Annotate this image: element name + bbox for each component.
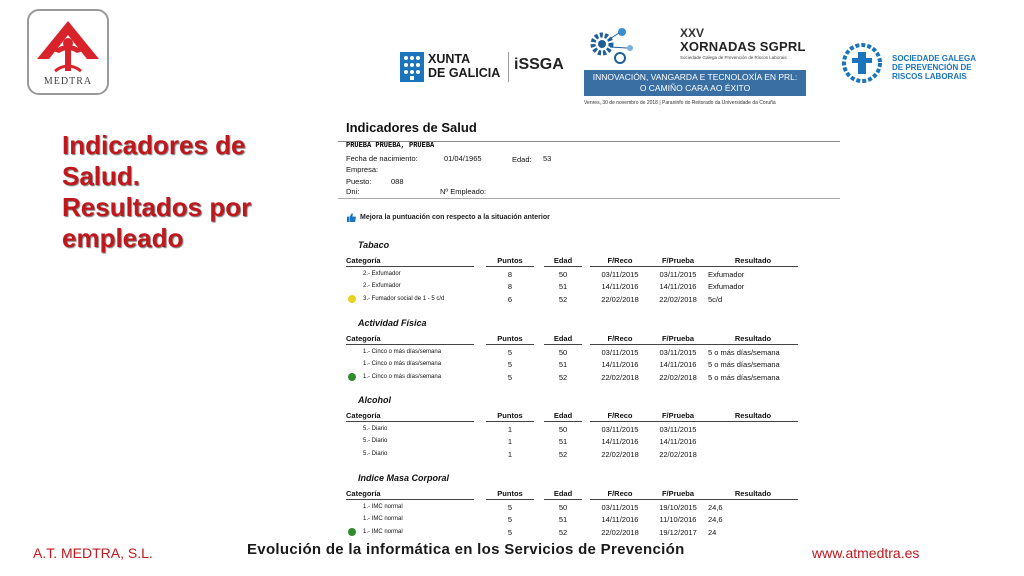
- gear-icon: [586, 22, 636, 68]
- document-title: Indicadores de Salud: [346, 120, 477, 135]
- column-header-resultado: Resultado: [708, 255, 798, 267]
- footer-caption: Evolución de la informática en los Servicios de Prevención: [247, 541, 685, 558]
- category-cell: 1.- IMC normal: [363, 528, 403, 535]
- fprueba-cell: 14/11/2016: [659, 360, 697, 370]
- category-cell: 5.- Diario: [363, 426, 388, 432]
- fprueba-cell: 14/11/2016: [659, 282, 697, 292]
- xornadas-date: Venres, 30 de novembro de 2018 | Paraninfo do Reitorado da Universidade da Coruña: [584, 100, 776, 106]
- column-header-fprueba: F/Prueba: [648, 410, 708, 422]
- fprueba-cell: 03/11/2015: [659, 270, 697, 279]
- slide-title: [62, 130, 322, 254]
- birthdate-label: Fecha de nacimiento:: [346, 154, 418, 163]
- puntos-cell: 1: [507, 425, 513, 434]
- xunta-issga-logo: [400, 50, 565, 84]
- column-header-category: Categoría: [346, 410, 474, 422]
- column-header-freco: F/Reco: [590, 255, 650, 267]
- category-cell: 5.- Diario: [363, 438, 388, 445]
- xornadas-subtitle: Sociedade Galega de Prevención de Riscos Laborais: [680, 55, 787, 60]
- column-header-fprueba: F/Prueba: [648, 333, 708, 345]
- xunta-line: XUNTA: [428, 52, 471, 66]
- column-header-edad: Edad: [544, 410, 582, 422]
- xornadas-motto: [584, 70, 806, 96]
- company-label: Empresa:: [346, 165, 379, 174]
- position-label: Puesto:: [346, 177, 372, 186]
- edad-cell: 50: [558, 425, 568, 434]
- xornadas-edition: XXV: [680, 26, 705, 40]
- xornadas-title: XORNADAS SGPRL: [680, 39, 806, 54]
- edad-cell: 51: [558, 437, 568, 447]
- column-header-category: Categoría: [346, 488, 474, 500]
- freco-cell: 14/11/2016: [601, 360, 639, 370]
- freco-cell: 22/02/2018: [601, 372, 639, 382]
- column-header-resultado: Resultado: [708, 488, 798, 500]
- divider: [338, 198, 840, 199]
- slide-title-line: empleado: [62, 223, 184, 253]
- slide-title-line: Indicadores de: [62, 130, 246, 160]
- edad-cell: 52: [558, 294, 568, 304]
- puntos-cell: 1: [507, 449, 513, 459]
- fprueba-cell: 22/02/2018: [659, 294, 697, 304]
- freco-cell: 03/11/2015: [601, 348, 639, 357]
- edad-cell: 52: [558, 372, 568, 382]
- resultado-cell: 24: [708, 527, 717, 537]
- category-cell: 1.- Cinco o más días/semana: [363, 373, 442, 380]
- medtra-logo: [27, 9, 109, 95]
- fprueba-cell: 22/02/2018: [659, 449, 697, 459]
- edad-cell: 52: [558, 527, 568, 537]
- category-cell: 1.- Cinco o más días/semana: [363, 349, 442, 355]
- fprueba-cell: 11/10/2016: [659, 515, 697, 525]
- divider: [508, 52, 509, 82]
- column-header-puntos: Puntos: [486, 410, 534, 422]
- resultado-cell: Exfumador: [708, 270, 745, 279]
- puntos-cell: 5: [507, 527, 513, 537]
- age-label: Edad:: [512, 155, 532, 164]
- freco-cell: 22/02/2018: [601, 449, 639, 459]
- resultado-cell: 24,6: [708, 503, 723, 512]
- dni-label: Dni:: [346, 187, 360, 196]
- birthdate-value: 01/04/1965: [444, 154, 482, 163]
- edad-cell: 50: [558, 503, 568, 512]
- column-header-category: Categoría: [346, 333, 474, 345]
- category-cell: 1.- IMC normal: [363, 504, 403, 510]
- fprueba-cell: 03/11/2015: [659, 348, 697, 357]
- thumbs-up-icon: [347, 213, 356, 222]
- puntos-cell: 5: [507, 348, 513, 357]
- xornadas-banner: [584, 18, 806, 112]
- freco-cell: 14/11/2016: [601, 282, 639, 292]
- edad-cell: 50: [558, 348, 568, 357]
- edad-cell: 52: [558, 449, 568, 459]
- puntos-cell: 8: [507, 270, 513, 279]
- category-cell: 1.- Cinco o más días/semana: [363, 361, 442, 368]
- column-header-edad: Edad: [544, 488, 582, 500]
- section-title: Actividad Física: [358, 318, 427, 328]
- column-header-puntos: Puntos: [486, 255, 534, 267]
- column-header-freco: F/Reco: [590, 410, 650, 422]
- column-header-edad: Edad: [544, 255, 582, 267]
- resultado-cell: 5c/d: [708, 294, 723, 304]
- section-title: Alcohol: [358, 395, 391, 405]
- freco-cell: 03/11/2015: [601, 270, 639, 279]
- puntos-cell: 5: [507, 372, 513, 382]
- category-cell: 3.- Fumador social de 1 - 5 c/d: [363, 295, 445, 302]
- column-header-freco: F/Reco: [590, 488, 650, 500]
- section-title: Indice Masa Corporal: [358, 473, 450, 483]
- category-cell: 2.- Exfumador: [363, 271, 401, 277]
- column-header-puntos: Puntos: [486, 333, 534, 345]
- column-header-fprueba: F/Prueba: [648, 488, 708, 500]
- column-header-puntos: Puntos: [486, 488, 534, 500]
- freco-cell: 14/11/2016: [601, 515, 639, 525]
- puntos-cell: 5: [507, 515, 513, 525]
- fprueba-cell: 19/10/2015: [659, 503, 697, 512]
- sgprl-emblem-icon: [840, 42, 884, 84]
- fprueba-cell: 19/12/2017: [659, 527, 697, 537]
- resultado-cell: 5 o más días/semana: [708, 360, 780, 370]
- xunta-text: [428, 52, 500, 80]
- age-value: 53: [543, 154, 552, 163]
- xunta-line: DE GALICIA: [428, 66, 501, 80]
- employee-name: PRUEBA PRUEBA, PRUEBA: [346, 142, 435, 150]
- freco-cell: 03/11/2015: [601, 425, 639, 434]
- section-title: Tabaco: [358, 240, 390, 250]
- status-dot-icon: [348, 528, 356, 536]
- edad-cell: 51: [558, 282, 568, 292]
- employee-number-label: Nº Empleado:: [440, 187, 487, 196]
- xornadas-motto-line: O CAMIÑO CARA AO ÉXITO: [639, 83, 751, 93]
- improvement-legend: Mejora la puntuación con respecto a la situación anterior: [360, 214, 550, 221]
- freco-cell: 22/02/2018: [601, 294, 639, 304]
- edad-cell: 51: [558, 515, 568, 525]
- sgprl-line: RISCOS LABORAIS: [892, 72, 967, 81]
- medtra-logo-text: MEDTRA: [43, 76, 93, 87]
- edad-cell: 50: [558, 270, 568, 279]
- column-header-freco: F/Reco: [590, 333, 650, 345]
- status-dot-icon: [348, 295, 356, 303]
- sgprl-text: [892, 54, 976, 81]
- column-header-resultado: Resultado: [708, 333, 798, 345]
- slide-title-line: Salud.: [62, 161, 141, 191]
- edad-cell: 51: [558, 360, 568, 370]
- category-cell: 5.- Diario: [363, 450, 388, 457]
- puntos-cell: 6: [507, 294, 513, 304]
- footer-company: A.T. MEDTRA, S.L.: [33, 545, 153, 561]
- resultado-cell: Exfumador: [708, 282, 745, 292]
- medtra-emblem-icon: [29, 15, 107, 79]
- category-cell: 2.- Exfumador: [363, 283, 401, 290]
- puntos-cell: 5: [507, 360, 513, 370]
- freco-cell: 03/11/2015: [601, 503, 639, 512]
- slide-title-line: Resultados por: [62, 192, 252, 222]
- footer-website-link[interactable]: www.atmedtra.es: [812, 545, 920, 561]
- resultado-cell: 5 o más días/semana: [708, 372, 780, 382]
- column-header-resultado: Resultado: [708, 410, 798, 422]
- issga-text: iSSGA: [514, 56, 564, 73]
- xornadas-motto-line: INNOVACIÓN, VANGARDA E TECNOLOXÍA EN PRL:: [592, 72, 798, 82]
- xunta-emblem-icon: [400, 52, 424, 82]
- column-header-edad: Edad: [544, 333, 582, 345]
- resultado-cell: 5 o más días/semana: [708, 348, 780, 357]
- sgprl-line: SOCIEDADE GALEGA: [892, 54, 977, 63]
- fprueba-cell: 14/11/2016: [659, 437, 697, 447]
- column-header-fprueba: F/Prueba: [648, 255, 708, 267]
- freco-cell: 14/11/2016: [601, 437, 639, 447]
- resultado-cell: 24,6: [708, 515, 723, 525]
- fprueba-cell: 22/02/2018: [659, 372, 697, 382]
- puntos-cell: 8: [507, 282, 513, 292]
- sgprl-logo: [840, 42, 990, 84]
- column-header-category: Categoría: [346, 255, 474, 267]
- status-dot-icon: [348, 373, 356, 381]
- sgprl-line: DE PREVENCIÓN DE: [892, 63, 972, 72]
- puntos-cell: 1: [507, 437, 513, 447]
- freco-cell: 22/02/2018: [601, 527, 639, 537]
- fprueba-cell: 03/11/2015: [659, 425, 697, 434]
- category-cell: 1.- IMC normal: [363, 516, 403, 523]
- health-report-document: [338, 112, 840, 538]
- puntos-cell: 5: [507, 503, 513, 512]
- position-value: 088: [391, 177, 404, 186]
